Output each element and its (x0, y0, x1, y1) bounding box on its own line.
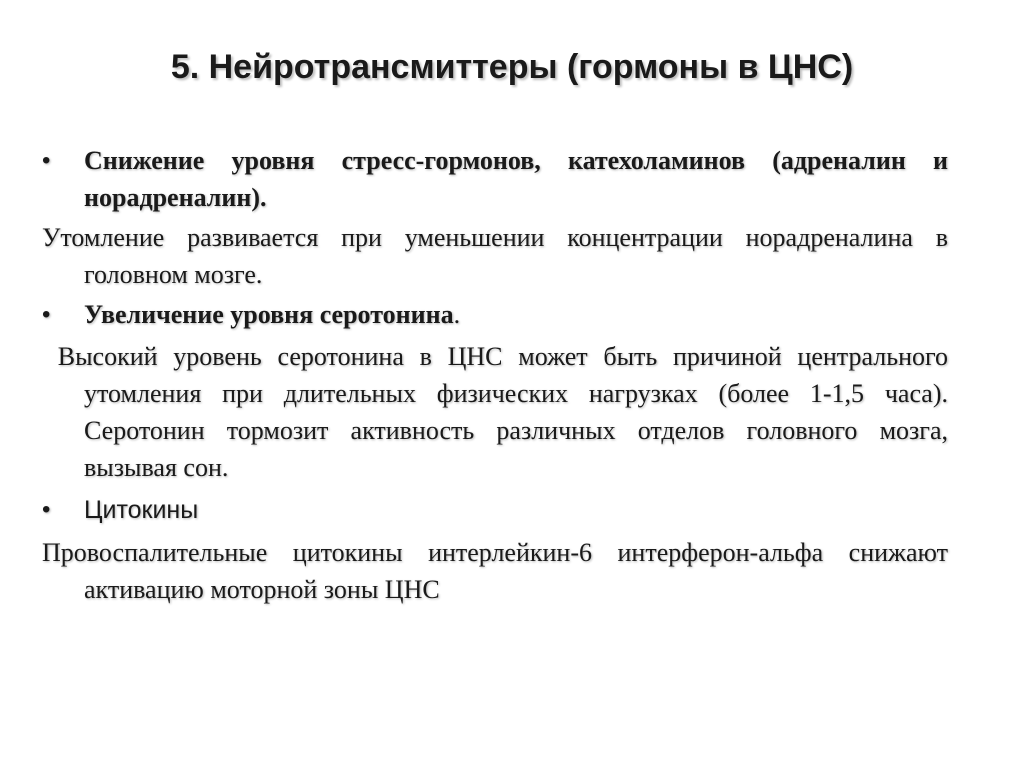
bullet-text-cytokines: Цитокины (84, 496, 199, 524)
bullet-marker: • (42, 496, 51, 523)
paragraph-fatigue-noradrenaline: Утомление развивается при уменьшении концентрации норадреналина в головном мозге. (42, 223, 948, 289)
bullet-text-serotonin: Увеличение уровня серотонина (84, 300, 454, 329)
bullet-text-catecholamines: Снижение уровня стресс-гормонов, катехоламинов (адреналин и норадреналин). (84, 146, 948, 212)
slide-title: 5. Нейротрансмиттеры (гормоны в ЦНС) (170, 48, 854, 86)
bullet-text-serotonin-suffix: . (453, 300, 461, 329)
bullet-catecholamines (42, 142, 948, 216)
slide-content (42, 142, 955, 608)
paragraph-serotonin-effects: Высокий уровень серотонина в ЦНС может быть причиной центрального утомления при длительных физических нагрузках (более 1-1,5 часа). Серотонин тормозит активность различных отделов головного мозга, вызывая сон. (42, 342, 955, 482)
bullet-cytokines (42, 491, 948, 529)
bullet-marker: • (42, 301, 51, 328)
bullet-serotonin (42, 296, 948, 333)
paragraph-cytokines-effects: Провоспалительные цитокины интерлейкин-6 интерферон-альфа снижают активацию моторной зоны ЦНС (42, 538, 948, 604)
bullet-marker: • (42, 147, 51, 174)
